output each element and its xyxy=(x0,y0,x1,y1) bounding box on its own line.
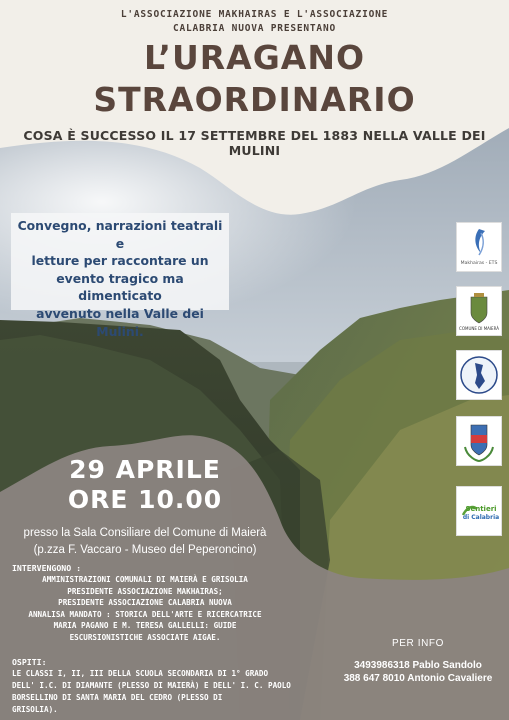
calabria-nuova-logo xyxy=(456,350,502,400)
presenters-line: L'ASSOCIAZIONE MAKHAIRAS E L'ASSOCIAZIONE xyxy=(120,9,389,20)
comune-grisolia-crest xyxy=(456,416,502,466)
guests-line: GRISOLIA). xyxy=(12,705,58,714)
makhairas-logo xyxy=(456,222,502,272)
subtitle: COSA È SUCCESSO IL 17 SETTEMBRE DEL 1883 NELLA VALLE DEI MULINI xyxy=(23,128,486,158)
guests-line: DELL' I.C. DI DIAMANTE (PLESSO DI MAIERÀ) E DELL' I. C. PAOLO xyxy=(12,681,291,690)
title-line-2: STRAORDINARIO xyxy=(93,80,416,119)
event-date: 29 APRILE xyxy=(69,455,221,484)
callout-line: Convegno, narrazioni teatrali e xyxy=(17,218,223,251)
guests-text xyxy=(12,668,294,716)
presenters-line: CALABRIA NUOVA PRESENTANO xyxy=(173,23,336,34)
contact-info xyxy=(338,638,498,685)
callout-line: avvenuto nella Valle dei Mulini. xyxy=(36,305,204,339)
title-line-1: L’URAGANO xyxy=(143,38,366,77)
presenters-text xyxy=(0,8,509,36)
calabria-text: di Calabria xyxy=(462,514,500,521)
venue-address: (p.zza F. Vaccaro - Museo del Peperoncino) xyxy=(33,544,257,556)
event-venue xyxy=(0,525,290,559)
guests-heading: OSPITI: xyxy=(12,657,47,667)
guests-line: LE CLASSI I, II, III DELLA SCUOLA SECONDARIA DI 1° GRADO xyxy=(12,669,269,678)
guests-line: BORSELLINO DI SANTA MARIA DEL CEDRO (PLESSO DI xyxy=(12,693,223,702)
speaker-line: PRESIDENTE ASSOCIAZIONE MAKHAIRAS; xyxy=(67,586,223,596)
callout-line: letture per raccontare un xyxy=(31,253,209,269)
info-heading: PER INFO xyxy=(391,638,445,649)
header xyxy=(0,0,509,220)
event-time: ORE 10.00 xyxy=(67,485,223,514)
comune-maiera-crest xyxy=(456,286,502,336)
sentieri-di-calabria-logo xyxy=(456,486,502,536)
speaker-line: MARIA PAGANO E M. TERESA GALLELLI: GUIDE xyxy=(53,621,237,630)
contact-phone-2: 388 647 8010 Antonio Cavaliere xyxy=(343,673,493,684)
description-callout xyxy=(11,213,229,339)
comune-logo-text: COMUNE DI MAIERÀ xyxy=(459,326,499,331)
speaker-line: ESCURSIONISTICHE ASSOCIATE AIGAE. xyxy=(69,632,221,642)
speaker-line: PRESIDENTE ASSOCIAZIONE CALABRIA NUOVA xyxy=(58,598,232,607)
speakers-list xyxy=(0,574,290,643)
contact-phone-1: 3493986318 Pablo Sandolo xyxy=(354,660,482,671)
speaker-line: ANNALISA MANDATO : STORICA DELL'ARTE E RICERCATRICE xyxy=(28,609,262,619)
event-datetime xyxy=(0,455,290,515)
callout-line: evento tragico ma dimenticato xyxy=(56,270,184,304)
speakers-heading: INTERVENGONO : xyxy=(12,563,82,573)
speaker-line: AMMINISTRAZIONI COMUNALI DI MAIERÀ E GRISOLIA xyxy=(42,575,248,584)
makhairas-logo-text: Makhairas - ETS xyxy=(460,261,498,266)
sentieri-text: Sentieri xyxy=(465,505,497,513)
venue-line: presso la Sala Consiliare del Comune di Maierà xyxy=(23,527,267,539)
